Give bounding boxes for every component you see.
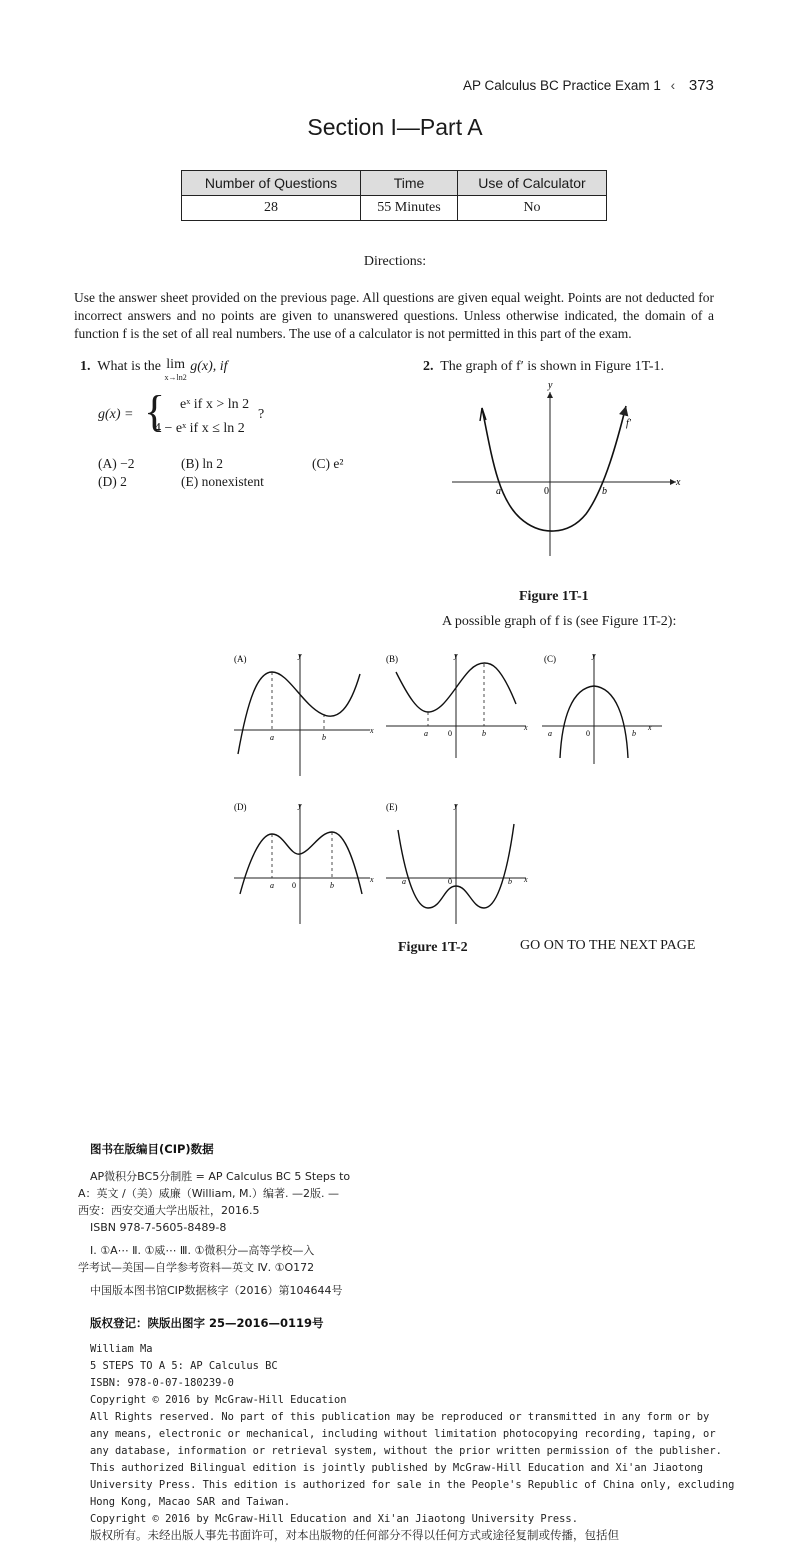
follow-up-text: A possible graph of f is (see Figure 1T-2):	[442, 614, 677, 629]
english-copyright-block	[90, 1341, 734, 1528]
x-axis-label: x	[370, 875, 374, 884]
piecewise-case-2: 4 − eˣ if x ≤ ln 2	[154, 421, 245, 436]
figure-1t-2-caption: Figure 1T-2	[398, 940, 468, 955]
table-cell: No	[458, 196, 607, 221]
option-a-graph[interactable]	[228, 648, 378, 780]
y-axis-label: y	[454, 801, 458, 810]
copyright-line: William Ma	[90, 1343, 153, 1355]
copyright-line: any means, electronic or mechanical, including without limitation photocopying recording, taping, or	[90, 1428, 716, 1440]
chinese-rights-line: 版权所有。未经出版人事先书面许可，对本出版物的任何部分不得以任何方式或途径复制或传播，包括但	[90, 1528, 619, 1542]
x-axis-label: x	[648, 723, 652, 732]
cip-line: A：英文 /（美）威廉（William, M.）编著. —2版. —	[78, 1187, 340, 1200]
question-number: 1.	[80, 359, 91, 374]
x-axis-label: x	[524, 875, 528, 884]
point-a-label: a	[270, 881, 274, 890]
copyright-line: Copyright © 2016 by McGraw-Hill Education	[90, 1394, 347, 1406]
origin-label: 0	[544, 486, 549, 497]
cip-line: ISBN 978-7-5605-8489-8	[90, 1221, 227, 1234]
option-d-graph[interactable]	[228, 798, 378, 930]
cip-line: AP微积分BC5分制胜 = AP Calculus BC 5 Steps to	[90, 1170, 351, 1183]
y-axis-label: y	[298, 651, 302, 660]
y-axis-label: y	[454, 651, 458, 660]
y-axis-label: y	[298, 801, 302, 810]
copyright-registration: 版权登记：陕版出图字 25—2016—0119号	[90, 1316, 324, 1330]
question-number: 2.	[423, 359, 434, 374]
copyright-line: Hong Kong, Macao SAR and Taiwan.	[90, 1496, 291, 1508]
point-b-label: b	[508, 877, 512, 886]
table-cell: 28	[182, 196, 361, 221]
table-header: Use of Calculator	[458, 171, 607, 196]
origin-label: 0	[448, 877, 452, 886]
question-text: The graph of f′ is shown in Figure 1T-1.	[440, 359, 665, 374]
fprime-label: f′	[626, 418, 631, 429]
lim-subscript: x→ln2	[164, 373, 187, 382]
question-mark: ?	[258, 407, 265, 422]
point-a-label: a	[402, 877, 406, 886]
option-b-graph[interactable]	[382, 648, 532, 780]
point-b-label: b	[330, 881, 334, 890]
x-axis-label: x	[676, 477, 681, 488]
point-a-label: a	[424, 729, 428, 738]
table-row	[182, 196, 607, 221]
question-2-stem	[423, 359, 664, 375]
section-title: Section I—Part A	[307, 114, 483, 140]
piecewise-function	[98, 407, 134, 423]
chevron-left-icon: ‹	[670, 78, 676, 93]
x-axis-label: x	[370, 726, 374, 735]
fprime-curve	[482, 406, 626, 531]
figure-1t-1-caption: Figure 1T-1	[519, 589, 589, 604]
point-a-label: a	[548, 729, 552, 738]
curve	[240, 832, 362, 894]
running-title: AP Calculus BC Practice Exam 1	[463, 78, 661, 93]
exam-info-table	[181, 170, 607, 221]
cip-line: 西安：西安交通大学出版社，2016.5	[78, 1204, 260, 1217]
copyright-line: All Rights reserved. No part of this publication may be reproduced or transmitted in any form or by	[90, 1411, 710, 1423]
point-a-label: a	[270, 733, 274, 742]
copyright-line: 5 STEPS TO A 5: AP Calculus BC	[90, 1360, 278, 1372]
x-axis-label: x	[524, 723, 528, 732]
option-label: (D)	[234, 802, 247, 812]
copyright-line: University Press. This edition is authorized for sale in the People's Republic of China only, excluding	[90, 1479, 735, 1491]
option-label: (B)	[386, 654, 398, 664]
piecewise-case-1: eˣ if x > ln 2	[180, 397, 250, 412]
choice-b[interactable]: (B) ln 2	[181, 456, 223, 471]
origin-label: 0	[586, 729, 590, 738]
lim-label: lim	[166, 357, 185, 372]
question-1-stem	[80, 359, 228, 384]
copyright-line: any database, information or retrieval system, without the prior written permission of the publisher.	[90, 1445, 722, 1457]
curve	[238, 672, 360, 754]
directions-text: Use the answer sheet provided on the previous page. All questions are given equal weight. Points are not deducted for incorrect answers and no points are given to unanswered questions. Unless otherwise indicated, the domain of a function f is the set of all real numbers. The use of a calculator is not permitted in this part of the exam.	[74, 290, 714, 341]
cip-line: 学考试—美国—自学参考资料—英文 Ⅳ. ①O172	[78, 1261, 315, 1274]
function-ref: g(x), if	[190, 359, 228, 374]
option-label: (C)	[544, 654, 556, 664]
figure-1t-1-graph	[440, 378, 690, 563]
cip-line: 中国版本图书馆CIP数据核字（2016）第104644号	[90, 1284, 343, 1297]
copyright-line: ISBN: 978-0-07-180239-0	[90, 1377, 234, 1389]
option-label: (A)	[234, 654, 247, 664]
page-number: 373	[688, 77, 714, 94]
choice-d[interactable]: (D) 2	[98, 474, 127, 489]
origin-label: 0	[448, 729, 452, 738]
copyright-line: This authorized Bilingual edition is jointly published by McGraw-Hill Education and Xi'an Jiaotong	[90, 1462, 704, 1474]
limit-operator	[165, 359, 187, 384]
choice-c[interactable]: (C) e²	[312, 456, 344, 471]
table-header: Time	[361, 171, 458, 196]
point-b-label: b	[322, 733, 326, 742]
option-e-graph[interactable]	[382, 798, 532, 930]
directions-title: Directions:	[363, 254, 427, 269]
point-b-label: b	[632, 729, 636, 738]
table-header-row	[182, 171, 607, 196]
function-name: g(x) =	[98, 407, 134, 422]
running-header	[463, 77, 714, 94]
choice-a[interactable]: (A) −2	[98, 456, 135, 471]
table-header: Number of Questions	[182, 171, 361, 196]
option-label: (E)	[386, 802, 398, 812]
point-b-label: b	[482, 729, 486, 738]
cip-record	[78, 1168, 351, 1299]
cip-line: Ⅰ. ①A⋯ Ⅱ. ①威⋯ Ⅲ. ①微积分—高等学校—入	[90, 1244, 315, 1257]
origin-label: 0	[292, 881, 296, 890]
continue-notice: GO ON TO THE NEXT PAGE	[520, 938, 696, 953]
brace-icon: {	[144, 387, 166, 436]
cip-heading: 图书在版编目(CIP)数据	[90, 1142, 214, 1156]
choice-e[interactable]: (E) nonexistent	[181, 474, 264, 489]
copyright-line: Copyright © 2016 by McGraw-Hill Education and Xi'an Jiaotong University Press.	[90, 1513, 578, 1525]
question-text: What is the	[97, 359, 162, 374]
point-b-label: b	[602, 486, 607, 497]
option-c-graph[interactable]	[538, 648, 668, 780]
y-axis-label: y	[592, 651, 596, 660]
table-cell: 55 Minutes	[361, 196, 458, 221]
point-a-label: a	[496, 486, 501, 497]
y-axis-label: y	[548, 380, 553, 391]
